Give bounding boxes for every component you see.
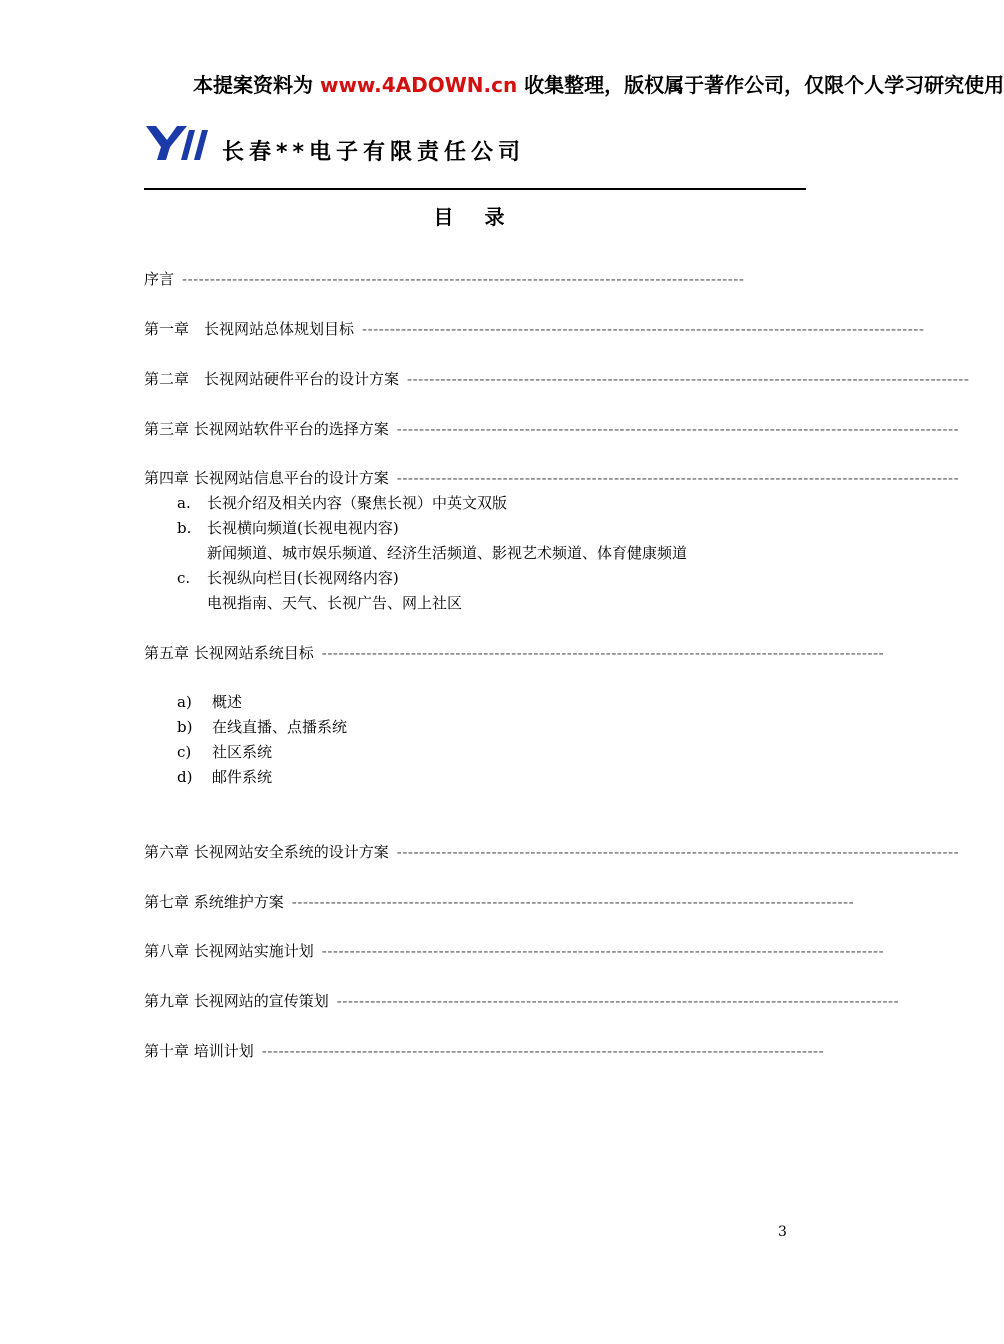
toc-dot-leader: ----------------------------------------------------------------------------------------------------- [291,893,855,911]
toc-dot-leader: ----------------------------------------------------------------------------------------------------- [321,644,885,662]
toc-chapter-entry[interactable] [144,841,960,863]
toc-chapter-entry[interactable] [144,1040,825,1062]
toc-subitem-label: b. [177,519,192,537]
toc-dot-leader: ----------------------------------------------------------------------------------------------------- [362,320,925,338]
toc-dot-leader: ----------------------------------------------------------------------------------------------------- [336,992,900,1010]
toc-chapter-entry[interactable] [144,467,960,489]
toc-chapter-title: 序言 [144,270,175,288]
company-name: 长春**电子有限责任公司 [222,140,526,165]
toc-chapter-title: 第六章 长视网站安全系统的设计方案 [144,843,389,861]
toc-chapter-entry[interactable] [144,418,960,440]
toc-subitem-label: a) [177,693,192,711]
toc-chapter-title: 第三章 长视网站软件平台的选择方案 [144,420,389,438]
toc-dot-leader: ----------------------------------------------------------------------------------------------------- [396,420,960,438]
toc-chapter-title: 第一章 长视网站总体规划目标 [144,320,355,338]
banner-text-before: 本提案资料为 [193,73,320,97]
toc-subitem-label: b) [177,718,193,736]
toc-dot-leader: ----------------------------------------------------------------------------------------------------- [407,370,970,388]
toc-chapter-title: 第四章 长视网站信息平台的设计方案 [144,469,389,487]
toc-chapter-title: 第五章 长视网站系统目标 [144,644,314,662]
toc-dot-leader: ----------------------------------------------------------------------------------------------------- [396,469,960,487]
toc-chapter-title: 第八章 长视网站实施计划 [144,942,314,960]
toc-chapter-entry[interactable] [144,891,855,913]
source-banner [193,72,1004,98]
toc-chapter-entry[interactable] [144,368,970,390]
toc-chapter-entry[interactable] [144,940,885,962]
toc-title: 目 录 [433,205,517,229]
toc-chapter-title: 第二章 长视网站硬件平台的设计方案 [144,370,400,388]
toc-subitem-text[interactable]: 电视指南、天气、长视广告、网上社区 [207,594,463,612]
toc-subitem-text[interactable]: 在线直播、点播系统 [212,718,348,736]
toc-chapter-title: 第九章 长视网站的宣传策划 [144,992,329,1010]
toc-dot-leader: ----------------------------------------------------------------------------------------------------- [182,270,745,288]
page-number: 3 [778,1224,787,1240]
toc-subitem-text[interactable]: 新闻频道、城市娱乐频道、经济生活频道、影视艺术频道、体育健康频道 [207,544,688,562]
toc-dot-leader: ----------------------------------------------------------------------------------------------------- [321,942,885,960]
toc-subitem-text[interactable]: 长视纵向栏目(长视网络内容) [207,569,399,587]
toc-subitem-text[interactable]: 邮件系统 [212,768,273,786]
toc-chapter-entry[interactable] [144,268,745,290]
toc-subitem-text[interactable]: 概述 [212,693,243,711]
toc-subitem-text[interactable]: 长视横向频道(长视电视内容) [207,519,399,537]
toc-chapter-title: 第七章 系统维护方案 [144,893,284,911]
toc-subitem-label: c) [177,743,192,761]
company-logo-icon [146,126,210,160]
toc-dot-leader: ----------------------------------------------------------------------------------------------------- [261,1042,825,1060]
toc-subitem-label: d) [177,768,193,786]
toc-chapter-entry[interactable] [144,990,900,1012]
toc-subitem-label: a. [177,494,191,512]
toc-subitem-text[interactable]: 长视介绍及相关内容（聚焦长视）中英文双版 [207,494,508,512]
toc-subitem-label: c. [177,569,191,587]
header-divider [144,188,806,190]
toc-chapter-entry[interactable] [144,318,925,340]
toc-chapter-entry[interactable] [144,642,885,664]
toc-subitem-text[interactable]: 社区系统 [212,743,273,761]
toc-dot-leader: ----------------------------------------------------------------------------------------------------- [396,843,960,861]
banner-site-link[interactable]: www.4ADOWN.cn [319,73,518,97]
banner-text-after: 收集整理，版权属于著作公司，仅限个人学习研究使用 [517,73,1004,97]
toc-chapter-title: 第十章 培训计划 [144,1042,254,1060]
